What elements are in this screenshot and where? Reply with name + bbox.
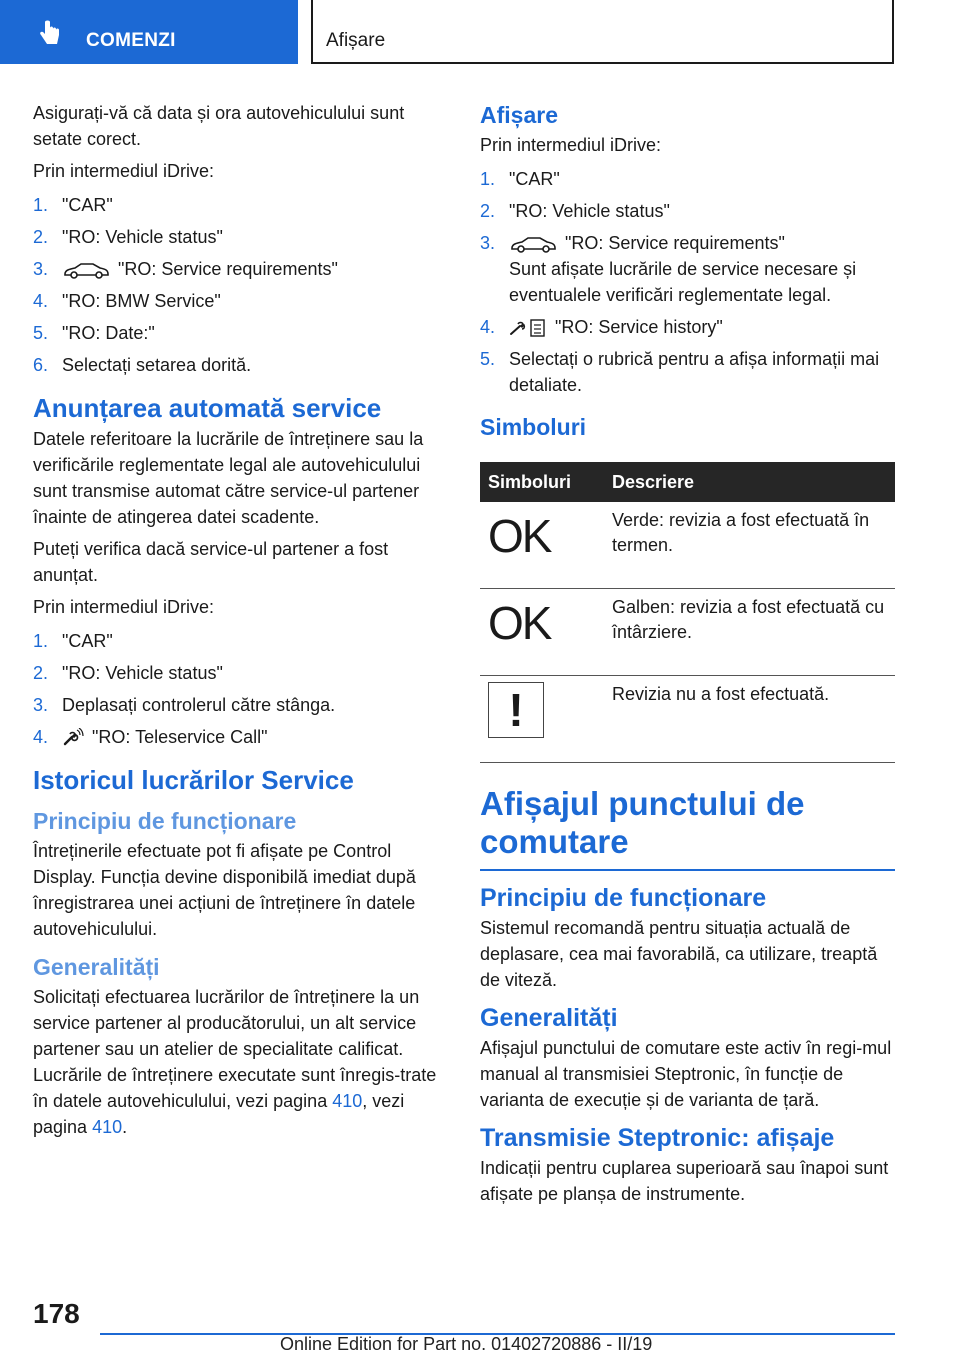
heading-shift-point: Afișajul punctului de comutare xyxy=(480,785,805,860)
intro-text: Asigurați-vă că data și ora autovehiculului sunt setate corect. xyxy=(33,103,405,149)
list-item xyxy=(33,288,443,314)
step-text: Deplasați controlerul către stânga. xyxy=(62,695,336,715)
wrench-signal-icon xyxy=(62,728,84,748)
step-text: "RO: Vehicle status" xyxy=(509,201,670,221)
heading-service-history: Istoricul lucrărilor Service xyxy=(33,765,354,795)
step-text: "RO: Vehicle status" xyxy=(62,227,223,247)
list-item xyxy=(33,320,443,346)
step-text: "RO: Service requirements" xyxy=(565,233,785,253)
heading-display: Afișare xyxy=(480,102,558,128)
step-number: 2. xyxy=(33,227,49,247)
exclamation-icon: ! xyxy=(488,682,544,738)
step-number: 6. xyxy=(33,355,49,375)
via-idrive-text: Prin intermediul iDrive: xyxy=(33,597,215,617)
list-item xyxy=(33,192,443,218)
section-title-box xyxy=(311,0,894,64)
symbol-description: Galben: revizia a fost efectuată cu întârziere. xyxy=(604,589,895,676)
step-text: "RO: Service history" xyxy=(555,317,723,337)
table-header-description: Descriere xyxy=(604,462,895,502)
step-text: Selectați o rubrică pentru a afișa informații mai detaliate. xyxy=(509,349,880,395)
symbol-description: Revizia nu a fost efectuată. xyxy=(604,676,895,763)
table-header-symbols: Simboluri xyxy=(480,462,604,502)
step-subtext: Sunt afișate lucrările de service necesare și eventualele verificări reglementate legal. xyxy=(509,259,857,305)
step-text: "RO: Vehicle status" xyxy=(62,663,223,683)
step-number: 5. xyxy=(480,349,496,369)
list-item xyxy=(480,166,895,192)
warning-symbol-cell xyxy=(480,676,604,763)
page-number: 178 xyxy=(33,1298,80,1329)
step-number: 1. xyxy=(480,169,496,189)
list-item xyxy=(33,352,443,378)
general-text-part: , vezi pagina xyxy=(33,1091,405,1137)
step-text: "CAR" xyxy=(509,169,560,189)
list-item xyxy=(33,256,443,282)
heading-principle: Principiu de funcționare xyxy=(480,884,767,912)
general-text-part: . xyxy=(122,1117,128,1137)
symbol-description: Verde: revizia a fost efectuată în termen. xyxy=(604,502,895,589)
list-item xyxy=(480,314,895,340)
edition-text: Online Edition for Part no. 01402720886 - II/19 xyxy=(280,1334,653,1354)
heading-principle: Principiu de funcționare xyxy=(33,808,297,834)
heading-auto-service: Anunțarea automată service xyxy=(33,393,382,423)
heading-steptronic: Transmisie Steptronic: afișaje xyxy=(480,1124,835,1152)
step-number: 2. xyxy=(480,201,496,221)
principle-text: Întreținerile efectuate pot fi afișate pe Control Display. Funcția devine disponibilă imediat după înregistrarea unei acțiuni de întreținere în datele autovehiculului. xyxy=(33,841,416,939)
via-idrive-text: Prin intermediul iDrive: xyxy=(480,135,662,155)
steptronic-text: Indicații pentru cuplarea superioară sau înapoi sunt afișate pe planșa de instrumente. xyxy=(480,1158,889,1204)
ok-green-icon: OK xyxy=(488,510,551,562)
step-number: 2. xyxy=(33,663,49,683)
step-number: 3. xyxy=(33,695,49,715)
table-row xyxy=(480,502,895,589)
heading-rule xyxy=(480,869,895,871)
page-link[interactable]: 410 xyxy=(92,1117,123,1137)
list-item xyxy=(33,692,443,718)
list-item xyxy=(33,724,443,750)
hand-pointer-icon xyxy=(36,20,62,46)
step-text: "CAR" xyxy=(62,195,113,215)
steps-list-1 xyxy=(33,192,443,378)
car-icon xyxy=(509,235,557,253)
page-link[interactable]: 410 xyxy=(332,1091,363,1111)
heading-symbols: Simboluri xyxy=(480,414,587,440)
step-text: "CAR" xyxy=(62,631,113,651)
service-history-icon xyxy=(509,318,547,338)
step-number: 1. xyxy=(33,195,49,215)
section-tab-label: COMENZI xyxy=(86,30,176,51)
ok-yellow-icon: OK xyxy=(488,597,551,649)
auto-service-text: Datele referitoare la lucrările de întreținere sau la verificările reglementate legal ale autovehiculului sunt transmise automat către service-ul partener înainte de atingerea datei scadente. xyxy=(33,429,424,527)
principle-text: Sistemul recomandă pentru situația actuală de deplasare, cea mai favorabilă, ca utilizare, treaptă de viteză. xyxy=(480,918,878,990)
list-item xyxy=(480,198,895,224)
auto-service-check-text: Puteți verifica dacă service-ul partener a fost anunțat. xyxy=(33,539,389,585)
step-number: 4. xyxy=(480,317,496,337)
step-text: "RO: Date:" xyxy=(62,323,155,343)
step-text: "RO: Service requirements" xyxy=(118,259,338,279)
via-idrive-text: Prin intermediul iDrive: xyxy=(33,161,215,181)
step-text: "RO: BMW Service" xyxy=(62,291,221,311)
ok-green-symbol-cell xyxy=(480,502,604,589)
general-text: Afișajul punctului de comutare este activ în regi-mul manual al transmisiei Steptronic, în funcție de varianta de execuție și de varianta de țară. xyxy=(480,1038,892,1110)
symbols-table xyxy=(480,462,895,763)
step-text: "RO: Teleservice Call" xyxy=(92,727,268,747)
heading-general: Generalități xyxy=(33,954,160,980)
section-tab xyxy=(0,0,298,64)
step-number: 3. xyxy=(480,233,496,253)
list-item xyxy=(33,660,443,686)
table-header-row xyxy=(480,462,895,502)
list-item xyxy=(33,628,443,654)
step-text: Selectați setarea dorită. xyxy=(62,355,252,375)
heading-general: Generalități xyxy=(480,1004,618,1032)
ok-yellow-symbol-cell xyxy=(480,589,604,676)
list-item xyxy=(33,224,443,250)
table-row xyxy=(480,676,895,763)
general-text xyxy=(33,984,443,1140)
section-title: Afișare xyxy=(326,30,386,51)
right-column xyxy=(480,100,895,1213)
list-item xyxy=(480,230,895,308)
steps-list-3 xyxy=(480,166,895,398)
step-number: 3. xyxy=(33,259,49,279)
step-number: 4. xyxy=(33,291,49,311)
step-number: 1. xyxy=(33,631,49,651)
steps-list-2 xyxy=(33,628,443,750)
list-item xyxy=(480,346,895,398)
step-number: 5. xyxy=(33,323,49,343)
step-number: 4. xyxy=(33,727,49,747)
general-text-part: Solicitați efectuarea lucrărilor de întreținere la un service partener al producătorului, un alt service partener sau un atelier de specialitate calificat. Lucrările de întreținere executate sunt înregis-trate în datele autovehiculului, vezi pagina xyxy=(33,987,437,1111)
table-row xyxy=(480,589,895,676)
car-icon xyxy=(62,261,110,279)
left-column xyxy=(33,100,443,1146)
